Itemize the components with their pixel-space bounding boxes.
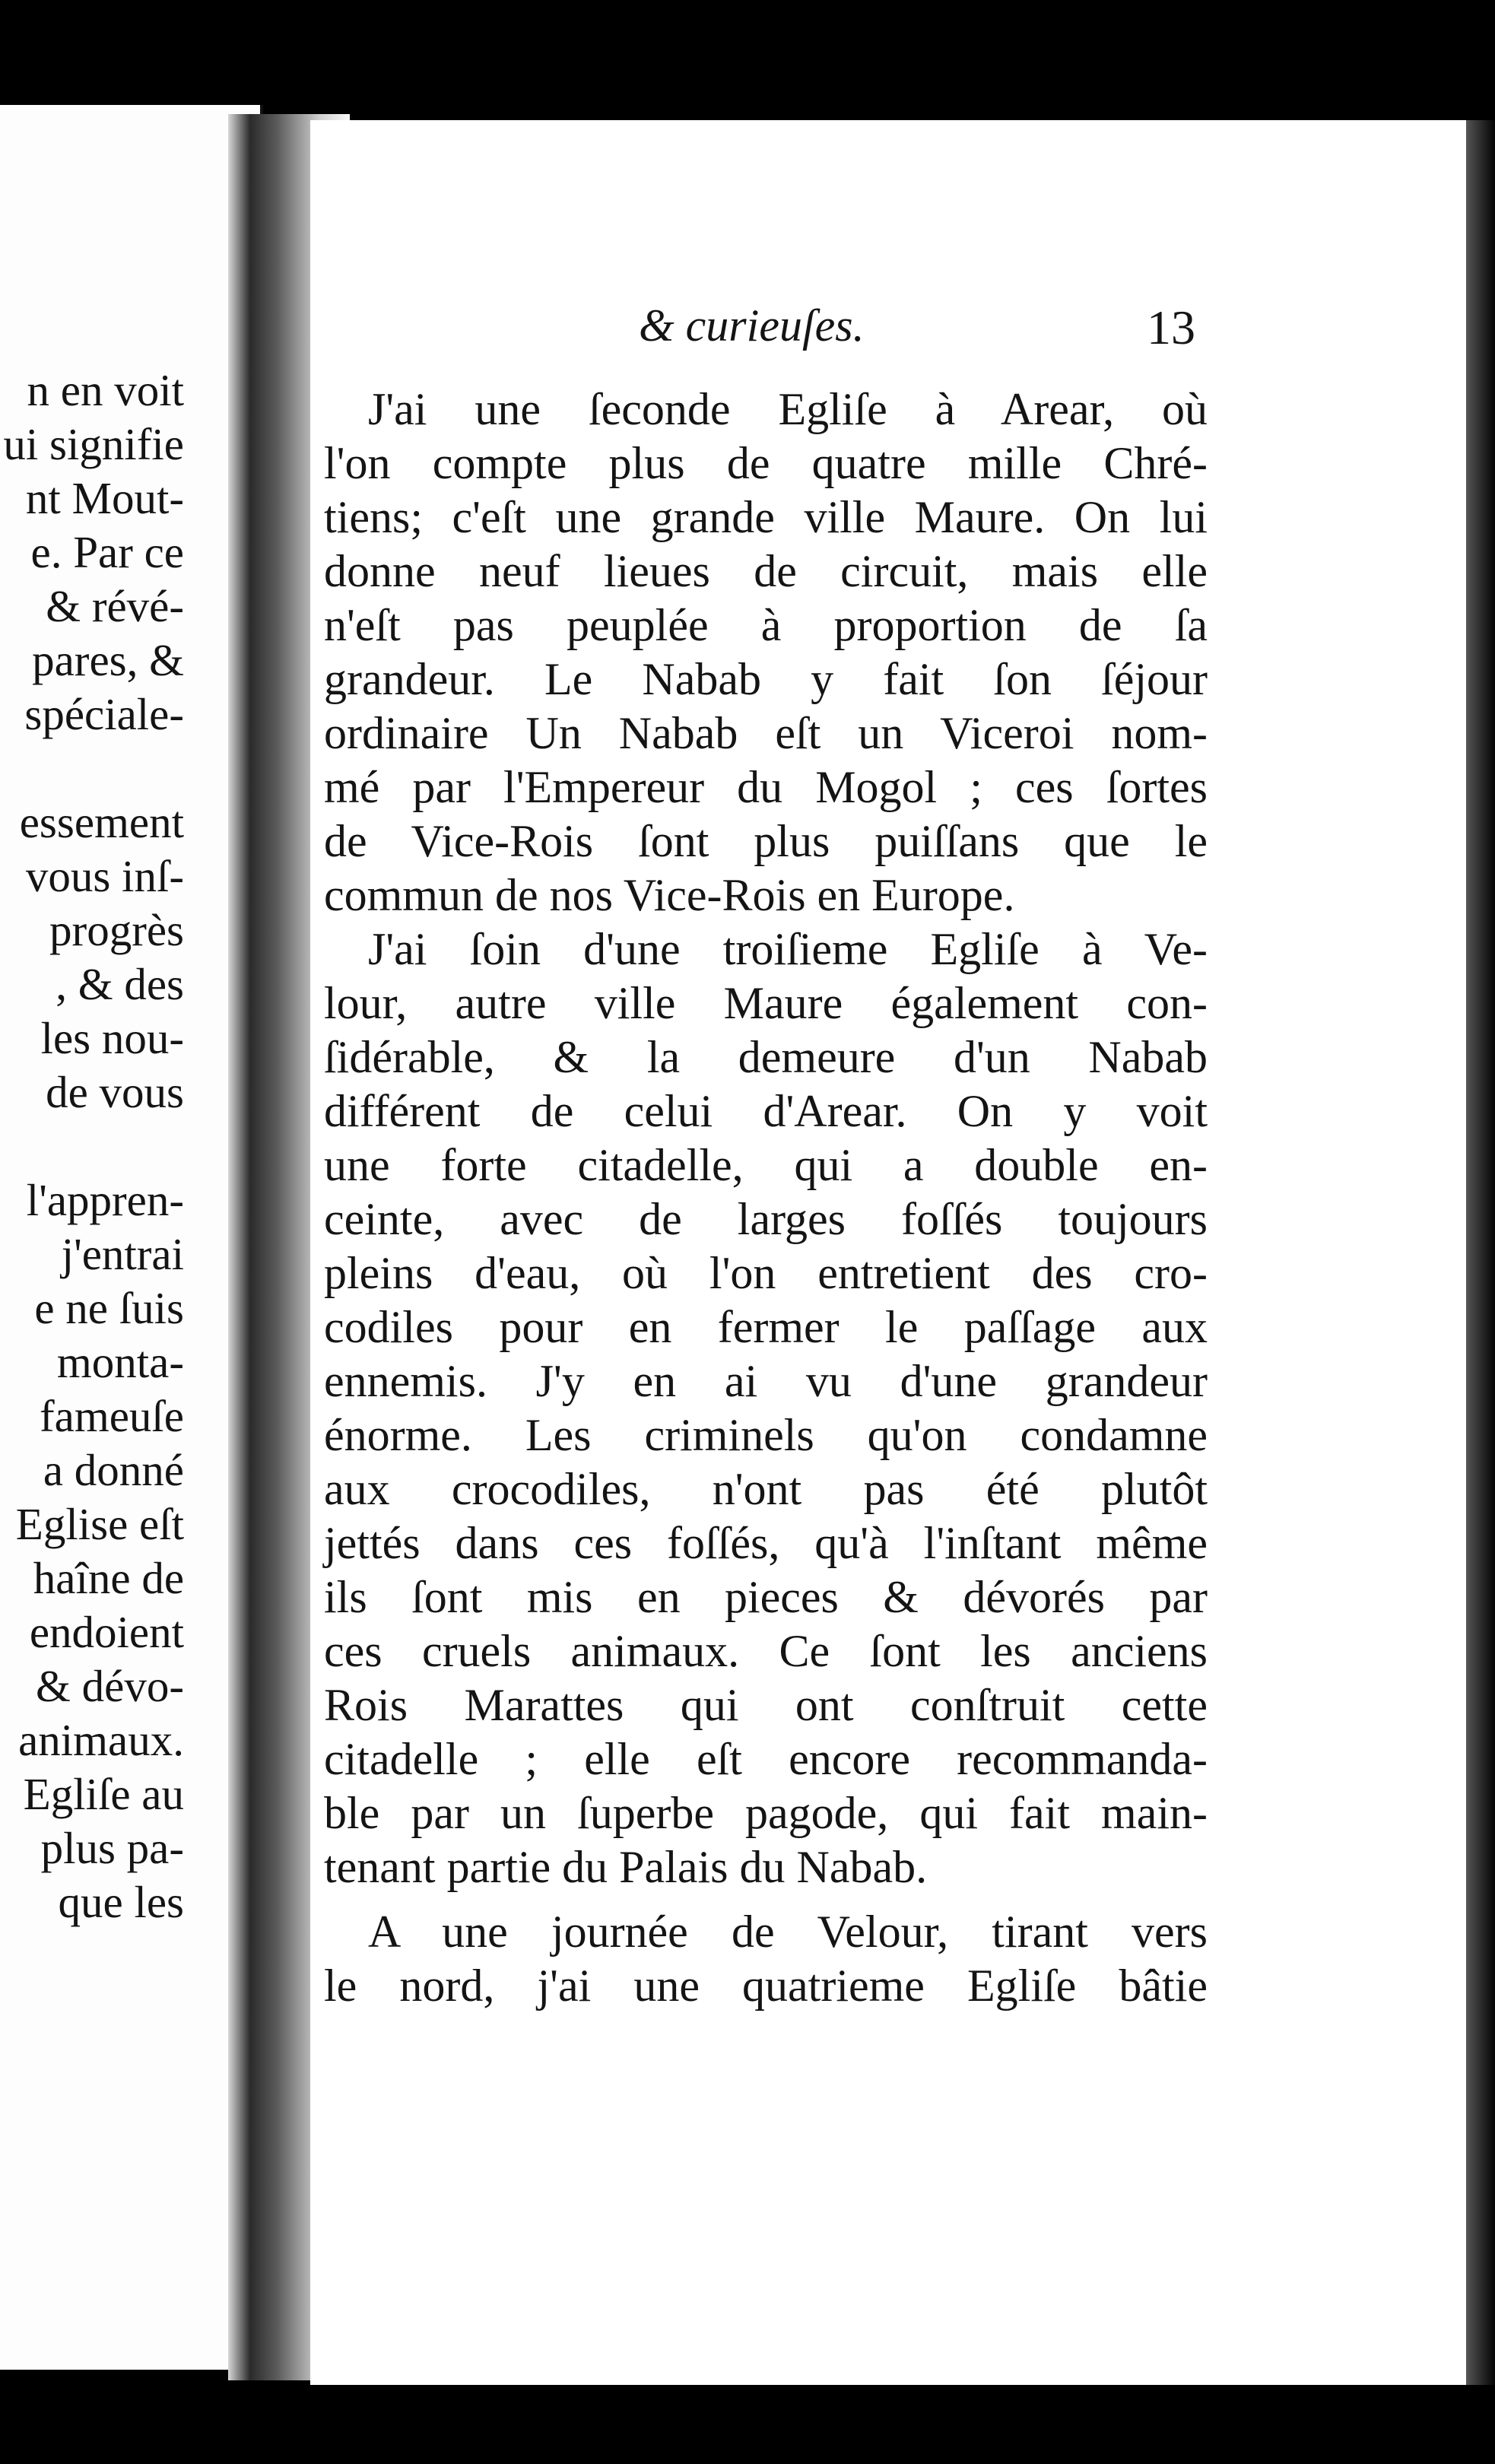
- left-line: j'entrai: [61, 1229, 184, 1279]
- left-line: haîne de: [33, 1553, 184, 1603]
- text-line: tenant partie du Palais du Nabab.: [324, 1842, 928, 1892]
- text-line: ordinaire Un Nabab eſt un Viceroi nom-: [324, 708, 1208, 758]
- text-line: Rois Marattes qui ont conſtruit cette: [324, 1680, 1208, 1730]
- text-line: jettés dans ces foſſés, qu'à l'inſtant même: [324, 1518, 1208, 1568]
- text-line: ble par un ſuperbe pagode, qui fait main-: [324, 1788, 1208, 1838]
- left-line: essement: [19, 797, 184, 847]
- left-line: fameuſe: [40, 1391, 184, 1441]
- text-line: ennemis. J'y en ai vu d'une grandeur: [324, 1356, 1208, 1406]
- text-line: de Vice-Rois ſont plus puiſſans que le: [324, 816, 1208, 866]
- text-line: lour, autre ville Maure également con-: [324, 978, 1208, 1028]
- left-line: vous inſ-: [25, 851, 184, 901]
- left-line: l'appren-: [26, 1175, 184, 1225]
- text-line: commun de nos Vice-Rois en Europe.: [324, 870, 1015, 920]
- left-line: , & des: [56, 959, 184, 1009]
- left-line: monta-: [56, 1337, 184, 1387]
- right-page: [310, 120, 1466, 2385]
- text-line: ſidérable, & la demeure d'un Nabab: [324, 1032, 1208, 1082]
- left-line: de vous: [46, 1067, 184, 1117]
- page-number: 13: [1147, 300, 1195, 354]
- left-line: animaux.: [18, 1715, 184, 1765]
- text-line: énorme. Les criminels qu'on condamne: [324, 1410, 1208, 1460]
- text-line: aux crocodiles, n'ont pas été plutôt: [324, 1464, 1208, 1514]
- text-line: ceinte, avec de larges foſſés toujours: [324, 1194, 1208, 1244]
- text-line: une forte citadelle, qui a double en-: [324, 1140, 1208, 1190]
- left-line: [3, 1119, 184, 1173]
- left-line: pares, &: [32, 635, 184, 685]
- text-line: le nord, j'ai une quatrieme Egliſe bâtie: [324, 1961, 1208, 2011]
- paragraph: [324, 383, 1208, 922]
- text-line: J'ai une ſeconde Egliſe à Arear, où: [368, 384, 1208, 434]
- running-head: [310, 300, 1201, 360]
- left-line: progrès: [49, 905, 184, 955]
- left-line: Egliſe au: [23, 1769, 184, 1819]
- left-line: e. Par ce: [30, 527, 184, 577]
- text-line: pleins d'eau, où l'on entretient des cro-: [324, 1248, 1208, 1298]
- left-line: les nou-: [40, 1013, 184, 1063]
- paragraph: [324, 922, 1208, 1894]
- left-line: nt Mout-: [25, 473, 184, 523]
- text-line: n'eſt pas peuplée à proportion de ſa: [324, 600, 1208, 650]
- left-line: a donné: [43, 1445, 184, 1495]
- left-line: Eglise eſt: [15, 1499, 184, 1549]
- text-line: ils ſont mis en pieces & dévorés par: [324, 1572, 1208, 1622]
- left-page-text: [3, 364, 184, 1929]
- left-line: spéciale-: [24, 689, 184, 739]
- text-line: donne neuf lieues de circuit, mais elle: [324, 546, 1208, 596]
- left-page: [0, 105, 263, 2370]
- body-text: [324, 383, 1208, 2013]
- left-line: endoient: [29, 1607, 184, 1657]
- text-line: différent de celui d'Arear. On y voit: [324, 1086, 1208, 1136]
- text-line: A une journée de Velour, tirant vers: [368, 1907, 1208, 1957]
- text-line: tiens; c'eſt une grande ville Maure. On lui: [324, 492, 1208, 542]
- left-line: [3, 741, 184, 795]
- left-line: que les: [58, 1877, 184, 1927]
- left-line: plus pa-: [40, 1823, 184, 1873]
- paragraph: [324, 1905, 1208, 2013]
- text-line: citadelle ; elle eſt encore recommanda-: [324, 1734, 1208, 1784]
- left-line: ui signifie: [3, 419, 184, 469]
- text-line: J'ai ſoin d'une troiſieme Egliſe à Ve-: [368, 924, 1208, 974]
- text-line: l'on compte plus de quatre mille Chré-: [324, 438, 1208, 488]
- text-line: mé par l'Empereur du Mogol ; ces ſortes: [324, 762, 1208, 812]
- text-line: ces cruels animaux. Ce ſont les anciens: [324, 1626, 1208, 1676]
- left-line: e ne ſuis: [34, 1283, 184, 1333]
- left-line: n en voit: [27, 365, 184, 415]
- paragraph-gap: [324, 1894, 1208, 1905]
- text-line: codiles pour en fermer le paſſage aux: [324, 1302, 1208, 1352]
- text-line: grandeur. Le Nabab y fait ſon ſéjour: [324, 654, 1208, 704]
- running-head-title: & curieuſes.: [639, 300, 865, 351]
- left-line: & révé-: [46, 581, 184, 631]
- left-line: & dévo-: [36, 1661, 184, 1711]
